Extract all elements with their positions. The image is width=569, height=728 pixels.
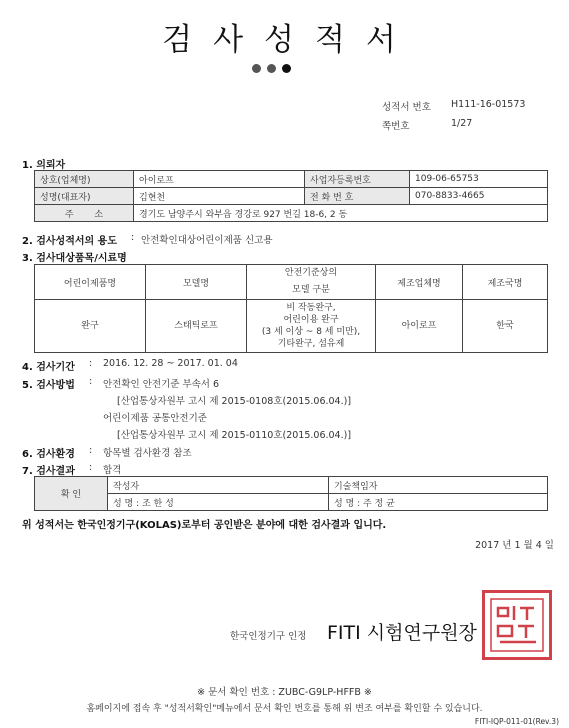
- dot-3: [282, 64, 291, 73]
- sample-header-row: [35, 265, 548, 300]
- criteria-line: 비 작동완구,: [286, 303, 336, 313]
- header-criteria-line2: 모델 구분: [292, 285, 330, 295]
- signature-table: [34, 476, 548, 511]
- confirm-label: 확 인: [35, 477, 108, 511]
- dot-2: [267, 64, 276, 73]
- section6-value: 항목별 검사환경 참조: [103, 448, 192, 459]
- author-label: 작성자: [108, 477, 329, 494]
- client-key: 성명(대표자): [35, 188, 134, 205]
- header-product: 어린이제품명: [35, 265, 146, 300]
- issue-date: 2017 년 1 월 4 일: [475, 540, 554, 551]
- client-row: [35, 188, 548, 205]
- header-model: 모델명: [146, 265, 247, 300]
- section4-label: 4. 검사기간: [22, 362, 75, 373]
- section2-sep: :: [131, 232, 135, 243]
- criteria-line: 어린이용 완구: [283, 315, 339, 325]
- client-key: 전 화 번 호: [305, 188, 410, 205]
- cell-model: 스태틱로프: [146, 300, 247, 353]
- section3-label: 3. 검사대상품목/시료명: [22, 253, 127, 264]
- client-key: 상호(업체명): [35, 171, 134, 188]
- section5-line4: [산업통상자원부 고시 제 2015-0110호(2015.06.04.)]: [117, 430, 352, 441]
- verification-footnote: 홈페이지에 접속 후 "성적서확인"메뉴에서 문서 확인 번호를 통해 위 변조 여부를 확인할 수 있습니다.: [86, 704, 483, 714]
- client-value: 김현천: [134, 188, 305, 205]
- issuer-name: FITI 시험연구원장: [327, 622, 477, 644]
- address-value: 경기도 남양주시 와부읍 경강로 927 번길 18-6, 2 동: [134, 205, 548, 222]
- official-seal: [482, 590, 552, 660]
- dot-1: [252, 64, 261, 73]
- manager-name: 성 명 : 주 정 균: [329, 494, 548, 511]
- header-criteria-line1: 안전기준상의: [284, 268, 338, 278]
- client-value: 109-06-65753: [410, 171, 548, 188]
- section5-line1: 안전확인 안전기준 부속서 6: [103, 379, 220, 390]
- cell-country: 한국: [463, 300, 548, 353]
- page-number: 1/27: [451, 118, 473, 129]
- section4-sep: :: [89, 358, 93, 369]
- signature-row: [35, 494, 548, 511]
- section2-value: 안전확인대상어린이제품 신고용: [141, 235, 273, 246]
- cell-criteria: [247, 300, 376, 353]
- section5-line3: 어린이제품 공통안전기준: [103, 413, 207, 424]
- report-no-label: 성적서 번호: [382, 102, 431, 113]
- criteria-line: 기타완구, 섬유제: [277, 339, 345, 349]
- header-maker: 제조업체명: [376, 265, 463, 300]
- document-title: 검사성적서: [162, 22, 417, 58]
- section5-line2: [산업통상자원부 고시 제 2015-0108호(2015.06.04.)]: [117, 396, 352, 407]
- author-name: 성 명 : 조 한 성: [108, 494, 329, 511]
- seal-pattern: [488, 596, 546, 654]
- signature-row: [35, 477, 548, 494]
- section5-label: 5. 검사방법: [22, 380, 75, 391]
- decorative-dots: [252, 64, 291, 73]
- criteria-line: (3 세 이상 ~ 8 세 미만),: [261, 327, 361, 337]
- cell-product: 완구: [35, 300, 146, 353]
- header-criteria: [247, 265, 376, 300]
- section6-sep: :: [89, 445, 93, 456]
- sample-table: [34, 264, 548, 353]
- section7-value: 합격: [103, 465, 122, 476]
- kolas-notice: 위 성적서는 한국인정기구(KOLAS)로부터 공인받은 분야에 대한 검사결과 입니다.: [22, 520, 387, 531]
- sample-row: [35, 300, 548, 353]
- section7-sep: :: [89, 462, 93, 473]
- client-key: 사업자등록번호: [305, 171, 410, 188]
- manager-label: 기술책임자: [329, 477, 548, 494]
- section4-value: 2016. 12. 28 ~ 2017. 01. 04: [103, 358, 238, 369]
- section2-label: 2. 검사성적서의 용도: [22, 236, 117, 247]
- client-value: 아이로프: [134, 171, 305, 188]
- section7-label: 7. 검사결과: [22, 466, 75, 477]
- client-value: 070-8833-4665: [410, 188, 548, 205]
- section5-sep: :: [89, 376, 93, 387]
- address-label: 주 소: [35, 205, 134, 222]
- issuer-accreditation: 한국인정기구 인정: [230, 631, 307, 642]
- section6-label: 6. 검사환경: [22, 449, 75, 460]
- client-row: [35, 171, 548, 188]
- cell-maker: 아이로프: [376, 300, 463, 353]
- client-row: [35, 205, 548, 222]
- document-check-number: ※ 문서 확인 번호 : ZUBC-G9LP-HFFB ※: [197, 687, 372, 698]
- client-table: [34, 170, 548, 222]
- form-code: FITI-IQP-011-01(Rev.3): [474, 717, 559, 726]
- report-no: H111-16-01573: [451, 99, 526, 110]
- header-country: 제조국명: [463, 265, 548, 300]
- page-label: 쪽번호: [382, 121, 410, 132]
- section1-label: 1. 의뢰자: [22, 160, 66, 171]
